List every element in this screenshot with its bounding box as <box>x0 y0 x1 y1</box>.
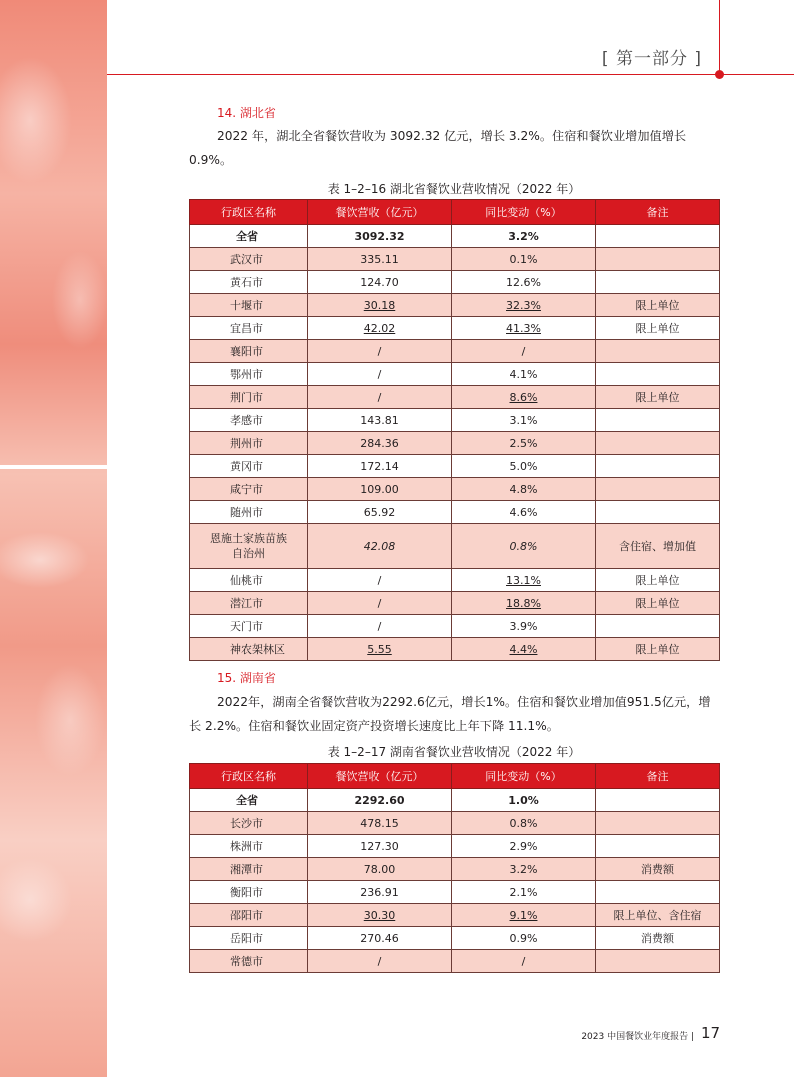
change-cell: 2.1% <box>452 881 596 904</box>
revenue-cell: / <box>308 569 452 592</box>
note-cell <box>596 225 720 248</box>
note-cell <box>596 271 720 294</box>
revenue-cell: 30.30 <box>308 904 452 927</box>
header-rule <box>107 74 794 75</box>
region-cell: 襄阳市 <box>190 340 308 363</box>
table-row <box>190 455 720 478</box>
region-cell: 仙桃市 <box>190 569 308 592</box>
table-row <box>190 858 720 881</box>
column-header-revenue: 餐饮营收（亿元） <box>308 200 452 225</box>
hunan-table <box>189 763 720 973</box>
column-header-note: 备注 <box>596 764 720 789</box>
note-cell <box>596 501 720 524</box>
section-tag: [ 第一部分 ] <box>601 49 702 69</box>
table-row <box>190 812 720 835</box>
note-cell: 限上单位 <box>596 592 720 615</box>
table-row <box>190 524 720 569</box>
revenue-cell: 143.81 <box>308 409 452 432</box>
change-cell: 41.3% <box>452 317 596 340</box>
change-cell: 4.4% <box>452 638 596 661</box>
header-vertical-rule <box>719 0 720 74</box>
region-cell: 神农架林区 <box>190 638 308 661</box>
note-cell <box>596 340 720 363</box>
region-cell: 黄石市 <box>190 271 308 294</box>
revenue-cell: 284.36 <box>308 432 452 455</box>
table-header-row <box>190 200 720 225</box>
revenue-cell: 5.55 <box>308 638 452 661</box>
table-row <box>190 789 720 812</box>
column-header-region: 行政区名称 <box>190 200 308 225</box>
hunan-paragraph: 2022年，湖南全省餐饮营收为2292.6亿元，增长1%。住宿和餐饮业增加值951.5亿元，增长 2.2%。住宿和餐饮业固定资产投资增长速度比上年下降 11.1%。 <box>189 695 711 733</box>
change-cell: 3.1% <box>452 409 596 432</box>
region-cell: 常德市 <box>190 950 308 973</box>
table-row <box>190 432 720 455</box>
table-row <box>190 340 720 363</box>
hubei-table-caption: 表 1–2–16 湖北省餐饮业营收情况（2022 年） <box>327 182 581 196</box>
column-header-region: 行政区名称 <box>190 764 308 789</box>
change-cell: 18.8% <box>452 592 596 615</box>
table-row <box>190 248 720 271</box>
note-cell: 消费额 <box>596 927 720 950</box>
region-cell: 潜江市 <box>190 592 308 615</box>
note-cell <box>596 615 720 638</box>
note-cell <box>596 812 720 835</box>
note-cell <box>596 248 720 271</box>
change-cell: 4.1% <box>452 363 596 386</box>
revenue-cell: 335.11 <box>308 248 452 271</box>
revenue-cell: 30.18 <box>308 294 452 317</box>
column-header-change: 同比变动（%） <box>452 764 596 789</box>
table-row <box>190 592 720 615</box>
table-row <box>190 271 720 294</box>
region-cell: 岳阳市 <box>190 927 308 950</box>
change-cell: 0.9% <box>452 927 596 950</box>
table-row <box>190 363 720 386</box>
change-cell: 3.2% <box>452 225 596 248</box>
region-cell: 荆门市 <box>190 386 308 409</box>
note-cell <box>596 432 720 455</box>
revenue-cell: 2292.60 <box>308 789 452 812</box>
page-number: 17 <box>701 1024 721 1042</box>
region-cell: 荆州市 <box>190 432 308 455</box>
table-row <box>190 478 720 501</box>
region-cell: 恩施土家族苗族自治州 <box>190 524 308 569</box>
table-row <box>190 225 720 248</box>
table-row <box>190 950 720 973</box>
revenue-cell: / <box>308 592 452 615</box>
change-cell: 32.3% <box>452 294 596 317</box>
change-cell: 0.1% <box>452 248 596 271</box>
region-cell: 十堰市 <box>190 294 308 317</box>
revenue-cell: 270.46 <box>308 927 452 950</box>
change-cell: 4.8% <box>452 478 596 501</box>
revenue-cell: 478.15 <box>308 812 452 835</box>
note-cell: 限上单位 <box>596 294 720 317</box>
note-cell <box>596 409 720 432</box>
change-cell: 0.8% <box>452 524 596 569</box>
revenue-cell: 124.70 <box>308 271 452 294</box>
hubei-table <box>189 199 720 661</box>
revenue-cell: 109.00 <box>308 478 452 501</box>
note-cell: 限上单位 <box>596 569 720 592</box>
region-cell: 鄂州市 <box>190 363 308 386</box>
revenue-cell: 42.02 <box>308 317 452 340</box>
hunan-section-title: 15. 湖南省 <box>217 671 276 685</box>
note-cell: 限上单位 <box>596 638 720 661</box>
note-cell: 含住宿、增加值 <box>596 524 720 569</box>
region-cell: 黄冈市 <box>190 455 308 478</box>
revenue-cell: 236.91 <box>308 881 452 904</box>
table-row <box>190 317 720 340</box>
region-cell: 湘潭市 <box>190 858 308 881</box>
hubei-section-title: 14. 湖北省 <box>217 106 276 120</box>
region-cell: 株洲市 <box>190 835 308 858</box>
change-cell: 2.5% <box>452 432 596 455</box>
change-cell: 0.8% <box>452 812 596 835</box>
change-cell: 3.9% <box>452 615 596 638</box>
note-cell <box>596 950 720 973</box>
note-cell: 限上单位 <box>596 317 720 340</box>
table-row <box>190 615 720 638</box>
side-photo-strip <box>0 0 107 1077</box>
note-cell <box>596 881 720 904</box>
region-cell: 全省 <box>190 789 308 812</box>
region-cell: 孝感市 <box>190 409 308 432</box>
change-cell: 3.2% <box>452 858 596 881</box>
change-cell: 2.9% <box>452 835 596 858</box>
column-header-revenue: 餐饮营收（亿元） <box>308 764 452 789</box>
column-header-note: 备注 <box>596 200 720 225</box>
change-cell: 1.0% <box>452 789 596 812</box>
revenue-cell: / <box>308 363 452 386</box>
table-row <box>190 386 720 409</box>
table-row <box>190 927 720 950</box>
revenue-cell: 127.30 <box>308 835 452 858</box>
column-header-change: 同比变动（%） <box>452 200 596 225</box>
table-header-row <box>190 764 720 789</box>
change-cell: 5.0% <box>452 455 596 478</box>
note-cell: 消费额 <box>596 858 720 881</box>
region-cell: 宜昌市 <box>190 317 308 340</box>
region-cell: 衡阳市 <box>190 881 308 904</box>
change-cell: 9.1% <box>452 904 596 927</box>
report-name: 2023 中国餐饮业年度报告 | <box>581 1032 694 1042</box>
note-cell: 限上单位、含住宿 <box>596 904 720 927</box>
hubei-paragraph: 2022 年，湖北全省餐饮营收为 3092.32 亿元，增长 3.2%。住宿和餐饮业增加值增长 0.9%。 <box>189 129 687 167</box>
table-row <box>190 638 720 661</box>
side-strip-divider <box>0 465 107 469</box>
region-cell: 长沙市 <box>190 812 308 835</box>
table-row <box>190 409 720 432</box>
revenue-cell: 42.08 <box>308 524 452 569</box>
revenue-cell: 65.92 <box>308 501 452 524</box>
header-dot <box>715 70 724 79</box>
hunan-table-caption: 表 1–2–17 湖南省餐饮业营收情况（2022 年） <box>327 745 581 759</box>
table-row <box>190 569 720 592</box>
change-cell: 13.1% <box>452 569 596 592</box>
change-cell: 8.6% <box>452 386 596 409</box>
revenue-cell: 78.00 <box>308 858 452 881</box>
revenue-cell: 3092.32 <box>308 225 452 248</box>
table-row <box>190 501 720 524</box>
table-row <box>190 881 720 904</box>
note-cell <box>596 363 720 386</box>
note-cell <box>596 789 720 812</box>
note-cell <box>596 478 720 501</box>
change-cell: / <box>452 340 596 363</box>
region-cell: 天门市 <box>190 615 308 638</box>
region-cell: 全省 <box>190 225 308 248</box>
revenue-cell: / <box>308 950 452 973</box>
revenue-cell: 172.14 <box>308 455 452 478</box>
table-row <box>190 904 720 927</box>
table-row <box>190 835 720 858</box>
revenue-cell: / <box>308 340 452 363</box>
change-cell: 12.6% <box>452 271 596 294</box>
region-cell: 咸宁市 <box>190 478 308 501</box>
region-cell: 随州市 <box>190 501 308 524</box>
revenue-cell: / <box>308 615 452 638</box>
change-cell: / <box>452 950 596 973</box>
table-row <box>190 294 720 317</box>
region-cell: 邵阳市 <box>190 904 308 927</box>
note-cell: 限上单位 <box>596 386 720 409</box>
revenue-cell: / <box>308 386 452 409</box>
change-cell: 4.6% <box>452 501 596 524</box>
region-cell: 武汉市 <box>190 248 308 271</box>
note-cell <box>596 835 720 858</box>
note-cell <box>596 455 720 478</box>
